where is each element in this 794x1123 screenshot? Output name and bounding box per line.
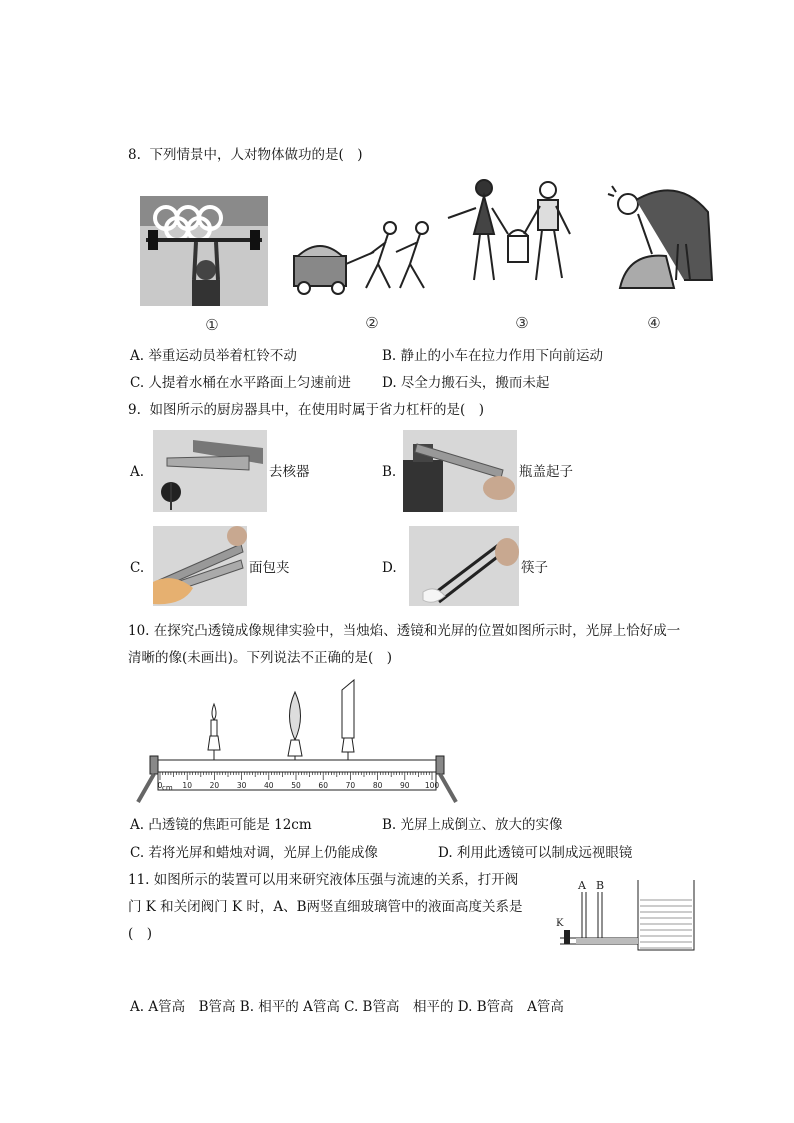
- weightlifter-picture: [140, 196, 268, 306]
- ruler-tick-label: 80: [372, 781, 383, 790]
- ruler-unit: cm: [162, 784, 173, 792]
- bread-tongs-picture: [153, 526, 247, 606]
- q9-option-b-name: 瓶盖起子: [519, 464, 573, 480]
- valve-k-label: K: [556, 918, 564, 929]
- q8-fig-label-2: ②: [365, 314, 379, 332]
- ruler-bench: [138, 756, 456, 802]
- pitter-tool-picture: [153, 430, 267, 512]
- q9-stem: 9. 如图所示的厨房器具中，在使用时属于省力杠杆的是( ): [128, 402, 484, 418]
- q11-stem-line3: ( ): [128, 926, 153, 942]
- ruler-tick-label: 90: [400, 781, 410, 790]
- q9-option-b-letter: B.: [382, 464, 397, 480]
- q9-option-d-letter: D.: [382, 560, 397, 576]
- q9-option-c-letter: C.: [130, 560, 145, 576]
- q8-fig-label-3: ③: [515, 314, 529, 332]
- q10-stem-line1: 10. 在探究凸透镜成像规律实验中，当烛焰、透镜和光屏的位置如图所示时，光屏上恰好成一: [128, 623, 681, 639]
- q10-option-d: D. 利用此透镜可以制成远视眼镜: [438, 845, 633, 861]
- q9-option-c-name: 面包夹: [249, 560, 290, 576]
- convex-lens: [288, 692, 302, 764]
- ruler-tick-label: 30: [236, 781, 247, 790]
- q9-option-d-name: 筷子: [521, 560, 548, 576]
- ruler-tick-label: 100: [424, 781, 440, 790]
- carrying-bucket-picture: [448, 180, 570, 280]
- chopsticks-picture: [409, 526, 519, 606]
- q8-figure: [138, 172, 718, 334]
- q10-option-c: C. 若将光屏和蜡烛对调，光屏上仍能成像: [130, 845, 378, 861]
- q10-stem-line2: 清晰的像(未画出)。下列说法不正确的是( ): [128, 650, 393, 666]
- q8-option-d: D. 尽全力搬石头，搬而未起: [382, 375, 550, 391]
- pipe-apparatus-diagram: [554, 876, 698, 952]
- candle: [208, 704, 220, 762]
- bottle-opener-picture: [403, 430, 517, 512]
- ruler-tick-label: 0: [157, 781, 163, 790]
- ruler-tick-label: 20: [209, 781, 220, 790]
- ruler-tick-label: 70: [345, 781, 356, 790]
- ruler-tick-label: 50: [291, 781, 301, 790]
- q8-fig-label-1: ①: [205, 316, 219, 334]
- ruler-tick-label: 40: [264, 781, 274, 790]
- q8-stem: 8. 下列情景中，人对物体做功的是( ): [128, 147, 363, 163]
- lifting-stone-picture: [608, 186, 712, 288]
- optical-bench-diagram: [132, 676, 464, 804]
- q9-option-a-letter: A.: [130, 464, 145, 480]
- q8-option-a: A. 举重运动员举着杠铃不动: [130, 348, 297, 364]
- q10-option-a: A. 凸透镜的焦距可能是 12cm: [130, 817, 312, 833]
- q9-option-a-name: 去核器: [269, 464, 310, 480]
- ruler-tick-label: 10: [182, 781, 192, 790]
- q8-option-c: C. 人提着水桶在水平路面上匀速前进: [130, 375, 351, 391]
- tube-a-label: A: [578, 879, 586, 892]
- q11-options: A. A管高 B管高 B. 相平的 A管高 C. B管高 相平的 D. B管高 A管高: [130, 999, 564, 1015]
- light-screen: [342, 680, 354, 762]
- q11-stem-line1: 11. 如图所示的装置可以用来研究液体压强与流速的关系，打开阀: [128, 872, 519, 888]
- q10-option-b: B. 光屏上成倒立、放大的实像: [382, 817, 563, 833]
- tube-b-label: B: [596, 879, 605, 892]
- pulling-cart-picture: [294, 222, 428, 294]
- q8-fig-label-4: ④: [647, 314, 661, 332]
- q8-option-b: B. 静止的小车在拉力作用下向前运动: [382, 348, 604, 364]
- ruler-tick-label: 60: [318, 781, 328, 790]
- q11-stem-line2: 门 K 和关闭阀门 K 时，A、B两竖直细玻璃管中的液面高度关系是: [128, 899, 523, 915]
